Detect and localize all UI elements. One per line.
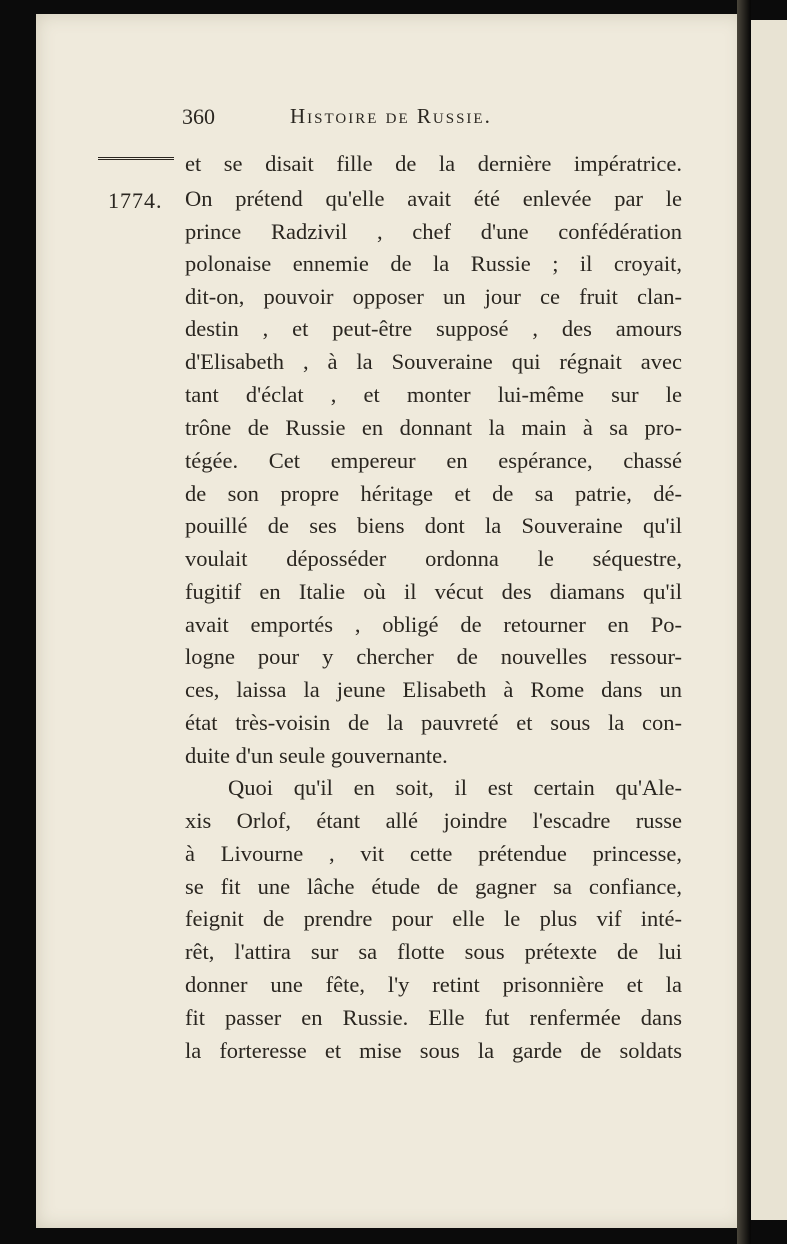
text-line: trône de Russie en donnant la main à sa pro- bbox=[185, 415, 682, 440]
text-line: polonaise ennemie de la Russie ; il croyait, bbox=[185, 251, 682, 276]
text-line: état très-voisin de la pauvreté et sous la con- bbox=[185, 710, 682, 735]
text-line: voulait déposséder ordonna le séquestre, bbox=[185, 546, 682, 571]
text-line: tant d'éclat , et monter lui-même sur le bbox=[185, 382, 682, 407]
page-number: 360 bbox=[182, 104, 215, 129]
text-line: prince Radzivil , chef d'une confédération bbox=[185, 219, 682, 244]
margin-year: 1774. bbox=[108, 188, 163, 213]
running-title: Histoire de Russie. bbox=[290, 104, 492, 128]
text-line: xis Orlof, étant allé joindre l'escadre russe bbox=[185, 808, 682, 833]
text-line: d'Elisabeth , à la Souveraine qui régnait avec bbox=[185, 349, 682, 374]
text-line: dit-on, pouvoir opposer un jour ce fruit clan- bbox=[185, 284, 682, 309]
text-line: et se disait fille de la dernière impératrice. bbox=[185, 151, 682, 176]
text-line: fit passer en Russie. Elle fut renfermée dans bbox=[185, 1005, 682, 1030]
book-spine-shadow bbox=[737, 0, 751, 1244]
text-line: donner une fête, l'y retint prisonnière et la bbox=[185, 972, 682, 997]
text-line: de son propre héritage et de sa patrie, dé- bbox=[185, 481, 682, 506]
margin-rule bbox=[98, 157, 174, 170]
text-line: On prétend qu'elle avait été enlevée par le bbox=[185, 186, 682, 211]
text-line: rêt, l'attira sur sa flotte sous prétexte de lui bbox=[185, 939, 682, 964]
text-line: logne pour y chercher de nouvelles ressour- bbox=[185, 644, 682, 669]
text-line: avait emportés , obligé de retourner en Po- bbox=[185, 612, 682, 637]
text-line: destin , et peut-être supposé , des amours bbox=[185, 316, 682, 341]
text-line: ces, laissa la jeune Elisabeth à Rome dans un bbox=[185, 677, 682, 702]
text-line: duite d'un seule gouvernante. bbox=[185, 743, 448, 768]
text-line: pouillé de ses biens dont la Souveraine qu'il bbox=[185, 513, 682, 538]
text-line: fugitif en Italie où il vécut des diamans qu'il bbox=[185, 579, 682, 604]
text-line: la forteresse et mise sous la garde de soldats bbox=[185, 1038, 682, 1063]
text-line: se fit une lâche étude de gagner sa confiance, bbox=[185, 874, 682, 899]
text-line: à Livourne , vit cette prétendue princesse, bbox=[185, 841, 682, 866]
text-line: Quoi qu'il en soit, il est certain qu'Ale- bbox=[228, 775, 682, 800]
text-line: tégée. Cet empereur en espérance, chassé bbox=[185, 448, 682, 473]
text-line: feignit de prendre pour elle le plus vif inté- bbox=[185, 906, 682, 931]
adjacent-page-edge bbox=[751, 20, 787, 1220]
